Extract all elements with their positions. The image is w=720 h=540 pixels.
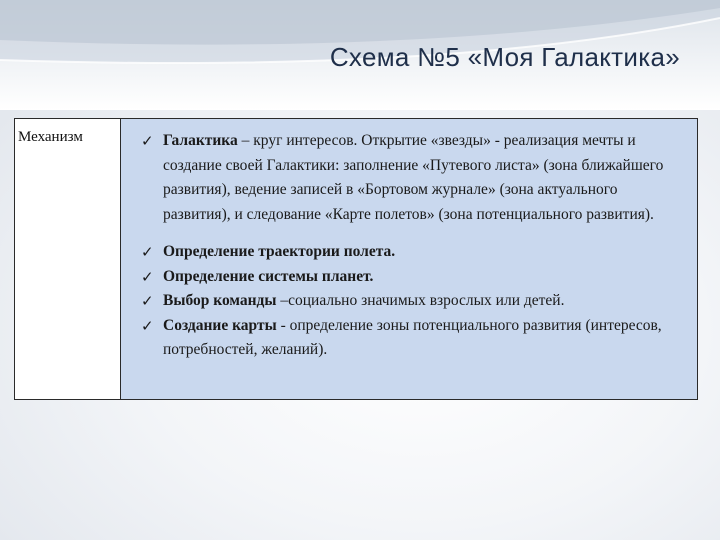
galaxy-item xyxy=(141,129,687,227)
check-icon: ✓ xyxy=(141,292,154,310)
mechanism-label: Механизм xyxy=(15,119,121,399)
step-term: Создание карты xyxy=(163,316,277,334)
step-text: - определение зоны потенциального развития (интересов, потребностей, желаний). xyxy=(163,316,662,358)
galaxy-term: Галактика xyxy=(163,132,238,149)
check-icon: ✓ xyxy=(141,316,154,335)
galaxy-description: – круг интересов. Открытие «звезды» - реализация мечты и создание своей Галактики: заполнение «Путевого листа» (зона ближайшего развития), ведение записей в «Бортовом журнале» (зона актуального развития), и следование «Карте полетов» (зона потенциального развития). xyxy=(163,132,664,223)
step-term: Выбор команды xyxy=(163,292,277,309)
check-icon: ✓ xyxy=(141,267,154,286)
step-item xyxy=(141,314,687,363)
step-term: Определение системы планет. xyxy=(163,267,374,285)
slide-title: Схема №5 «Моя Галактика» xyxy=(329,42,680,72)
mechanism-content xyxy=(121,119,697,399)
check-icon: ✓ xyxy=(141,243,154,261)
step-term: Определение траектории полета. xyxy=(163,243,396,260)
steps-list xyxy=(141,240,687,363)
check-icon: ✓ xyxy=(141,132,154,150)
step-text: –социально значимых взрослых или детей. xyxy=(276,292,565,309)
step-item xyxy=(141,289,687,314)
step-item xyxy=(141,240,687,265)
step-item xyxy=(141,265,687,290)
mechanism-table xyxy=(14,118,698,400)
